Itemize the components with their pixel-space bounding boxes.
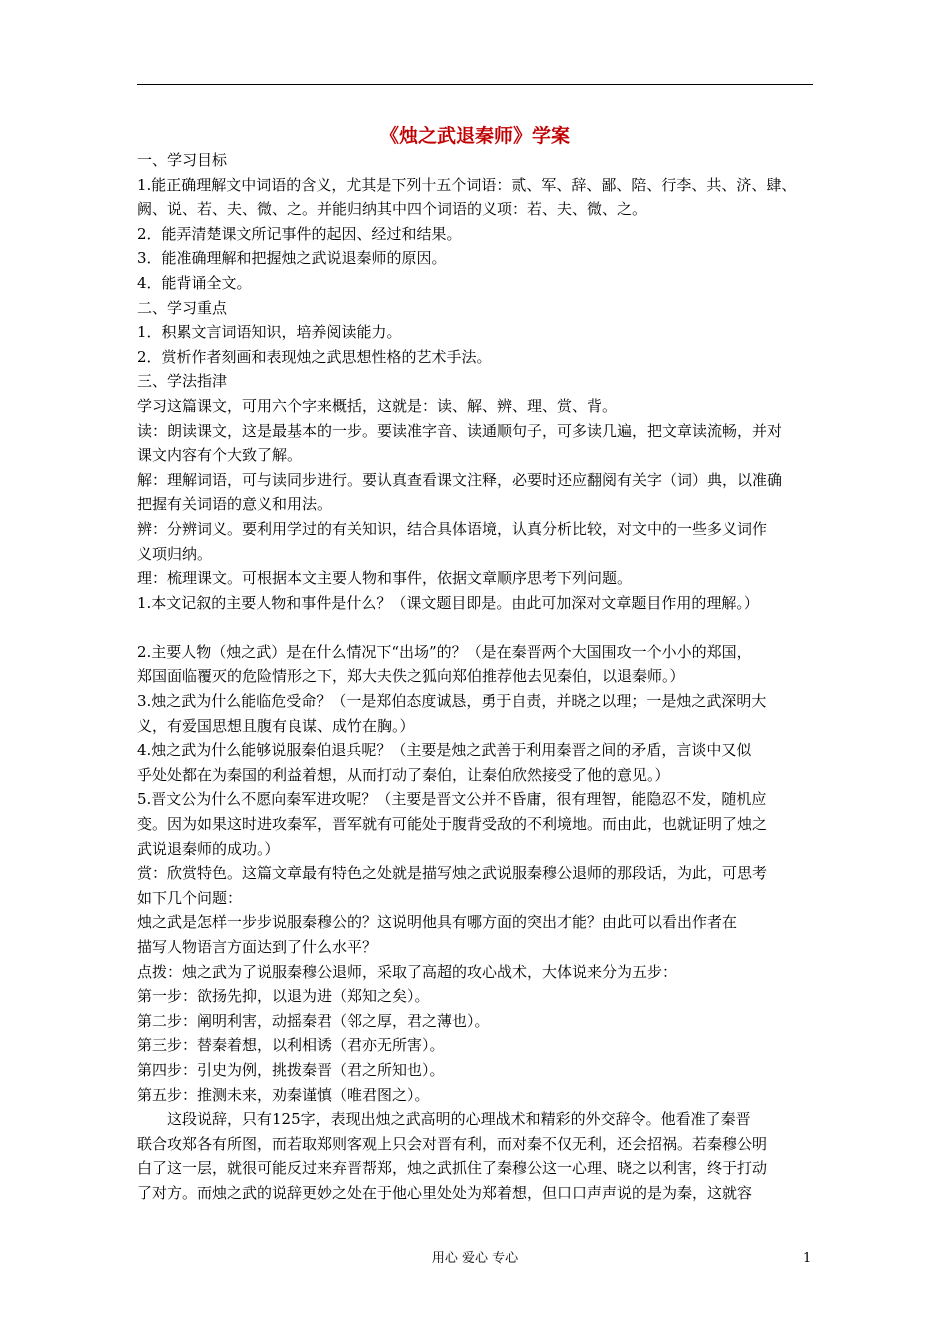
text-line: 学习这篇课文，可用六个字来概括，这就是：读、解、辨、理、赏、背。: [137, 396, 618, 415]
text-line: 第一步：欲扬先抑，以退为进（郑知之矣）。: [137, 987, 430, 1006]
text-line: 了对方。而烛之武的说辞更妙之处在于他心里处处为郑着想，但口口声声说的是为秦，这就容: [137, 1183, 753, 1202]
text-line: 3．能准确理解和把握烛之武说退秦师的原因。: [137, 249, 447, 268]
text-line: 烛之武是怎样一步步说服秦穆公的？这说明他具有哪方面的突出才能？由此可以看出作者在: [137, 913, 738, 932]
text-line: 义，有爱国思想且腹有良谋、成竹在胸。）: [137, 716, 415, 735]
text-line: 这段说辞，只有125字，表现出烛之武高明的心理战术和精彩的外交辞令。他看准了秦晋: [137, 1110, 751, 1129]
text-line: 第三步：替秦着想，以利相诱（君亦无所害）。: [137, 1036, 445, 1055]
text-line: 1．积累文言词语知识，培养阅读能力。: [137, 323, 402, 342]
page-number: 1: [803, 1251, 812, 1266]
text-line: 点拨：烛之武为了说服秦穆公退师，采取了高超的攻心战术，大体说来分为五步：: [137, 962, 678, 981]
header-rule: [137, 84, 813, 85]
text-line: 1.本文记叙的主要人物和事件是什么？（课文题目即是。由此可加深对文章题目作用的理解。）: [137, 593, 759, 612]
text-line: 义项归纳。: [137, 544, 213, 563]
text-line: 阙、说、若、夫、微、之。并能归纳其中四个词语的义项：若、夫、微、之。: [137, 200, 648, 219]
text-line: 5.晋文公为什么不愿向秦军进攻呢？（主要是晋文公并不昏庸，很有理智，能隐忍不发，随机应: [137, 790, 767, 809]
text-line: 读：朗读课文，这是最基本的一步。要读准字音、读通顺句子，可多读几遍，把文章读流畅，并对: [137, 421, 783, 440]
document-body: [137, 148, 815, 1206]
text-line: 乎处处都在为秦国的利益着想，从而打动了秦伯，让秦伯欣然接受了他的意见。）: [137, 765, 670, 784]
text-line: 如下几个问题：: [137, 888, 243, 907]
text-line: 2．能弄清楚课文所记事件的起因、经过和结果。: [137, 224, 462, 243]
text-line: 第五步：推测未来，劝秦谨慎（唯君图之）。: [137, 1085, 430, 1104]
text-line: 一、学习目标: [137, 151, 228, 169]
text-line: 武说退秦师的成功。）: [137, 839, 280, 858]
text-line: 理：梳理课文。可根据本文主要人物和事件，依据文章顺序思考下列问题。: [137, 569, 633, 588]
document-title: 《烛之武退秦师》学案: [379, 125, 570, 147]
text-line: 2.主要人物（烛之武）是在什么情况下“出场”的？（是在秦晋两个大国围攻一个小小的郑国，: [137, 642, 752, 661]
text-line: 解：理解词语，可与读同步进行。要认真查看课文注释，必要时还应翻阅有关字（词）典，以准确: [137, 470, 783, 489]
text-line: 课文内容有个大致了解。: [137, 446, 303, 465]
text-line: 变。因为如果这时进攻秦军，晋军就有可能处于腹背受敌的不利境地。而由此，也就证明了烛之: [137, 815, 768, 834]
text-line: 第二步：阐明利害，动摇秦君（邻之厚，君之薄也）。: [137, 1011, 490, 1030]
text-line: 郑国面临覆灭的危险情形之下，郑大夫佚之狐向郑伯推荐他去见秦伯，以退秦师。）: [137, 667, 685, 686]
text-line: 白了这一层，就很可能反过来弃晋帮郑，烛之武抓住了秦穆公这一心理、晓之以利害，终于打动: [137, 1159, 768, 1178]
text-line: 描写人物语言方面达到了什么水平？: [137, 938, 378, 956]
text-line: 3.烛之武为什么能临危受命？（一是郑伯态度诚恳，勇于自责，并晓之以理；一是烛之武深明大: [137, 692, 767, 711]
footer-motto: 用心 爱心 专心: [431, 1251, 519, 1266]
text-line: 赏：欣赏特色。这篇文章最有特色之处就是描写烛之武说服秦穆公退师的那段话，为此，可思考: [137, 864, 768, 883]
text-line: 4.烛之武为什么能够说服秦伯退兵呢？（主要是烛之武善于利用秦晋之间的矛盾，言谈中又似: [137, 741, 752, 760]
text-line: 2．赏析作者刻画和表现烛之武思想性格的艺术手法。: [137, 347, 492, 366]
text-line: 第四步：引史为例，挑拨秦晋（君之所知也）。: [137, 1060, 445, 1079]
text-line: 辨：分辨词义。要利用学过的有关知识，结合具体语境，认真分析比较，对文中的一些多义词作: [137, 519, 768, 538]
text-line: 1.能正确理解文中词语的含义，尤其是下列十五个词语：贰、军、辞、鄙、陪、行李、共、济、肆、: [137, 175, 797, 194]
text-line: 三、学法指津: [137, 372, 228, 391]
text-line: 联合攻郑各有所图，而若取郑则客观上只会对晋有利，而对秦不仅无利，还会招祸。若秦穆公明: [137, 1134, 768, 1153]
text-line: 二、学习重点: [137, 298, 228, 317]
text-line: 4．能背诵全文。: [137, 273, 252, 292]
text-line: 把握有关词语的意义和用法。: [137, 495, 333, 514]
blank-line: [137, 615, 815, 640]
